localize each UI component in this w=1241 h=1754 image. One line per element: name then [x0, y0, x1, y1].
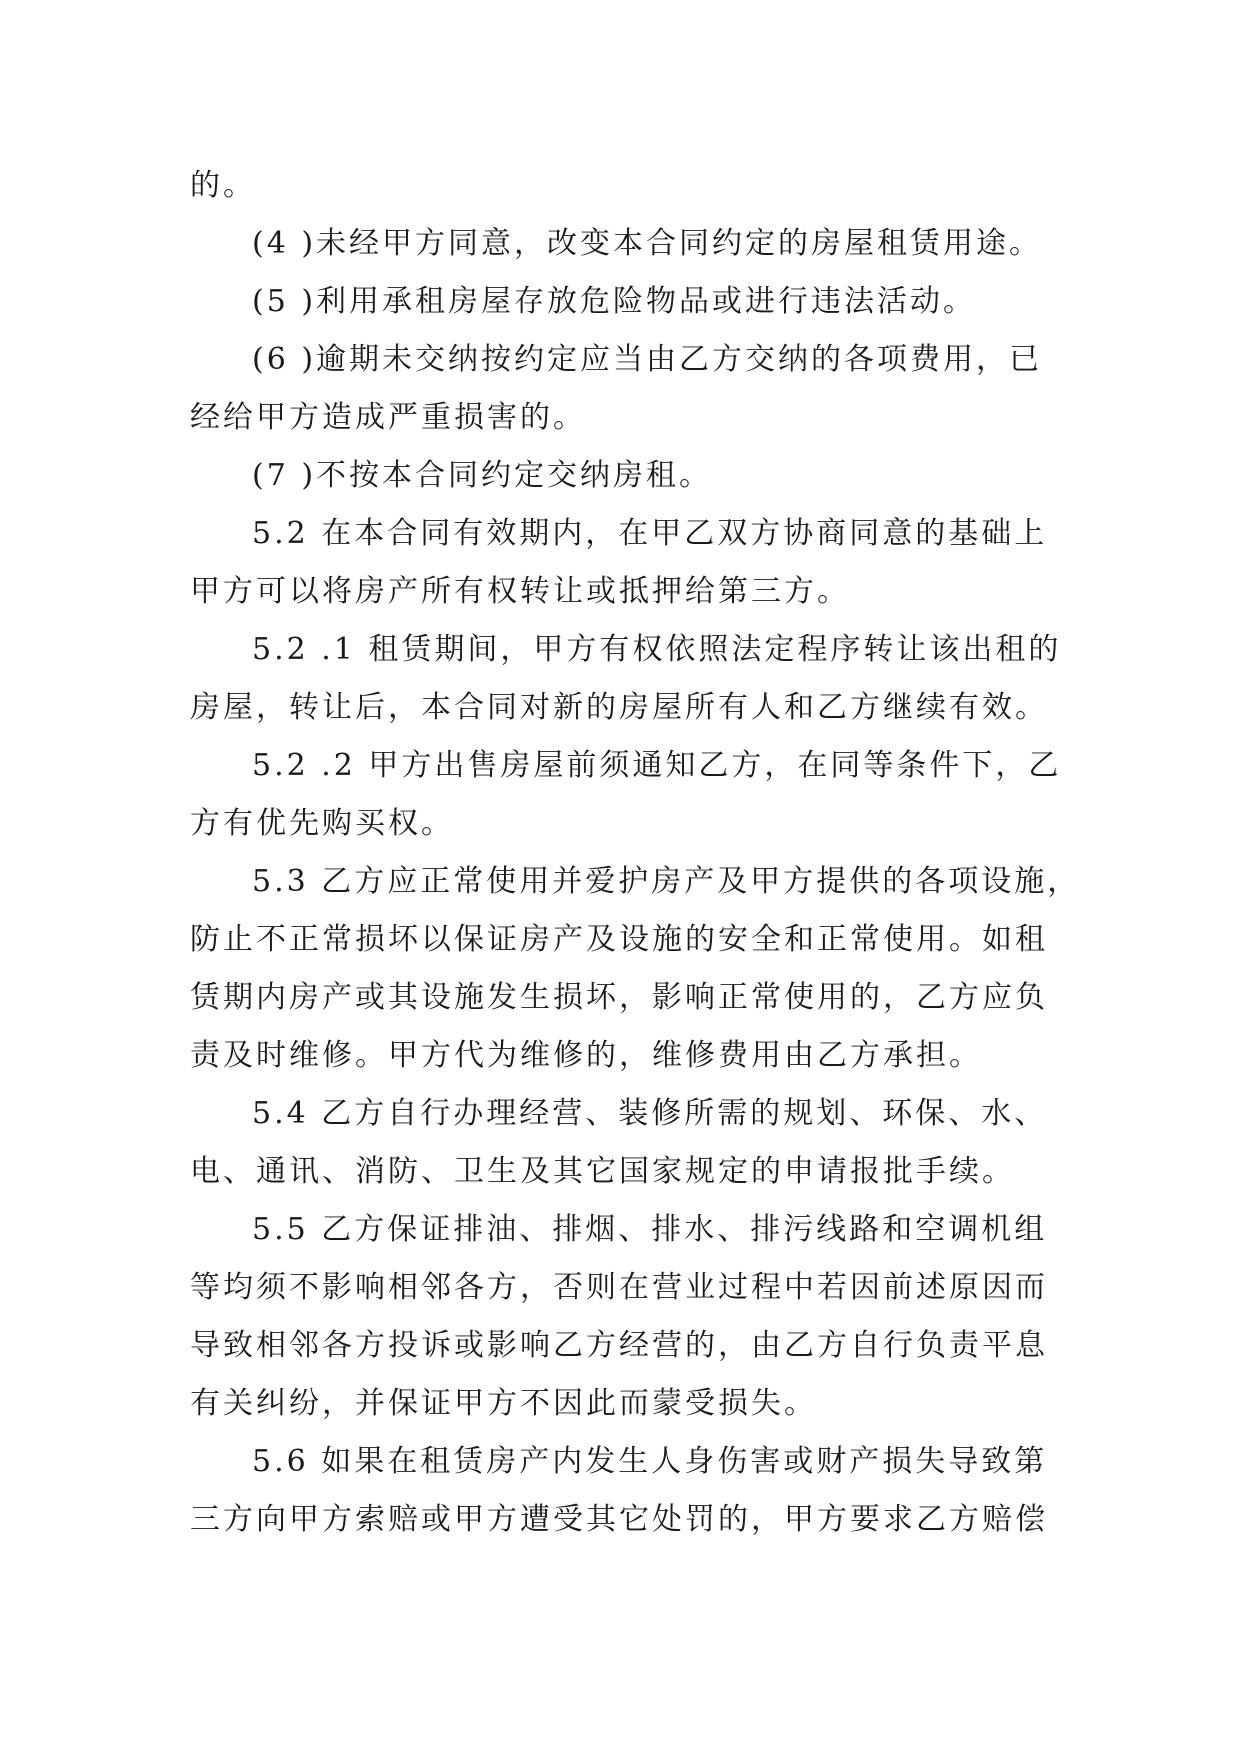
text-line: 5.4 乙方自行办理经营、装修所需的规划、环保、水、	[252, 1096, 1048, 1131]
text-line: 有关纠纷，并保证甲方不因此而蒙受损失。	[190, 1386, 817, 1421]
text-line: 5.6 如果在租赁房产内发生人身伤害或财产损失导致第	[252, 1444, 1048, 1479]
text-line: 5.3 乙方应正常使用并爱护房产及甲方提供的各项设施，	[252, 864, 1081, 899]
text-line: 导致相邻各方投诉或影响乙方经营的，由乙方自行负责平息	[190, 1328, 1048, 1363]
text-line: 甲方可以将房产所有权转让或抵押给第三方。	[190, 574, 850, 609]
text-line: 5.2 .2 甲方出售房屋前须通知乙方，在同等条件下，乙	[252, 748, 1062, 783]
text-line: (4 )未经甲方同意，改变本合同约定的房屋租赁用途。	[252, 226, 1043, 261]
document-body	[190, 157, 1081, 1549]
text-line: 5.5 乙方保证排油、排烟、排水、排污线路和空调机组	[252, 1212, 1048, 1247]
text-line: 方有优先购买权。	[190, 806, 454, 841]
text-line: 责及时维修。甲方代为维修的，维修费用由乙方承担。	[190, 1038, 982, 1073]
text-line: 的。	[190, 168, 256, 203]
text-line: 电、通讯、消防、卫生及其它国家规定的申请报批手续。	[190, 1154, 1015, 1189]
text-line: (6 )逾期未交纳按约定应当由乙方交纳的各项费用，已	[252, 342, 1043, 377]
text-line: 赁期内房产或其设施发生损坏，影响正常使用的，乙方应负	[190, 980, 1048, 1015]
text-line: 等均须不影响相邻各方，否则在营业过程中若因前述原因而	[190, 1270, 1048, 1305]
text-line: 三方向甲方索赔或甲方遭受其它处罚的，甲方要求乙方赔偿	[190, 1502, 1048, 1537]
text-line: 5.2 在本合同有效期内，在甲乙双方协商同意的基础上	[252, 516, 1048, 551]
text-line: (7 )不按本合同约定交纳房租。	[252, 458, 713, 493]
text-line: 防止不正常损坏以保证房产及设施的安全和正常使用。如租	[190, 922, 1048, 957]
text-line: 经给甲方造成严重损害的。	[190, 400, 586, 435]
text-line: 房屋，转让后，本合同对新的房屋所有人和乙方继续有效。	[190, 690, 1048, 725]
text-line: (5 )利用承租房屋存放危险物品或进行违法活动。	[252, 284, 977, 319]
text-line: 5.2 .1 租赁期间，甲方有权依照法定程序转让该出租的	[252, 632, 1062, 667]
